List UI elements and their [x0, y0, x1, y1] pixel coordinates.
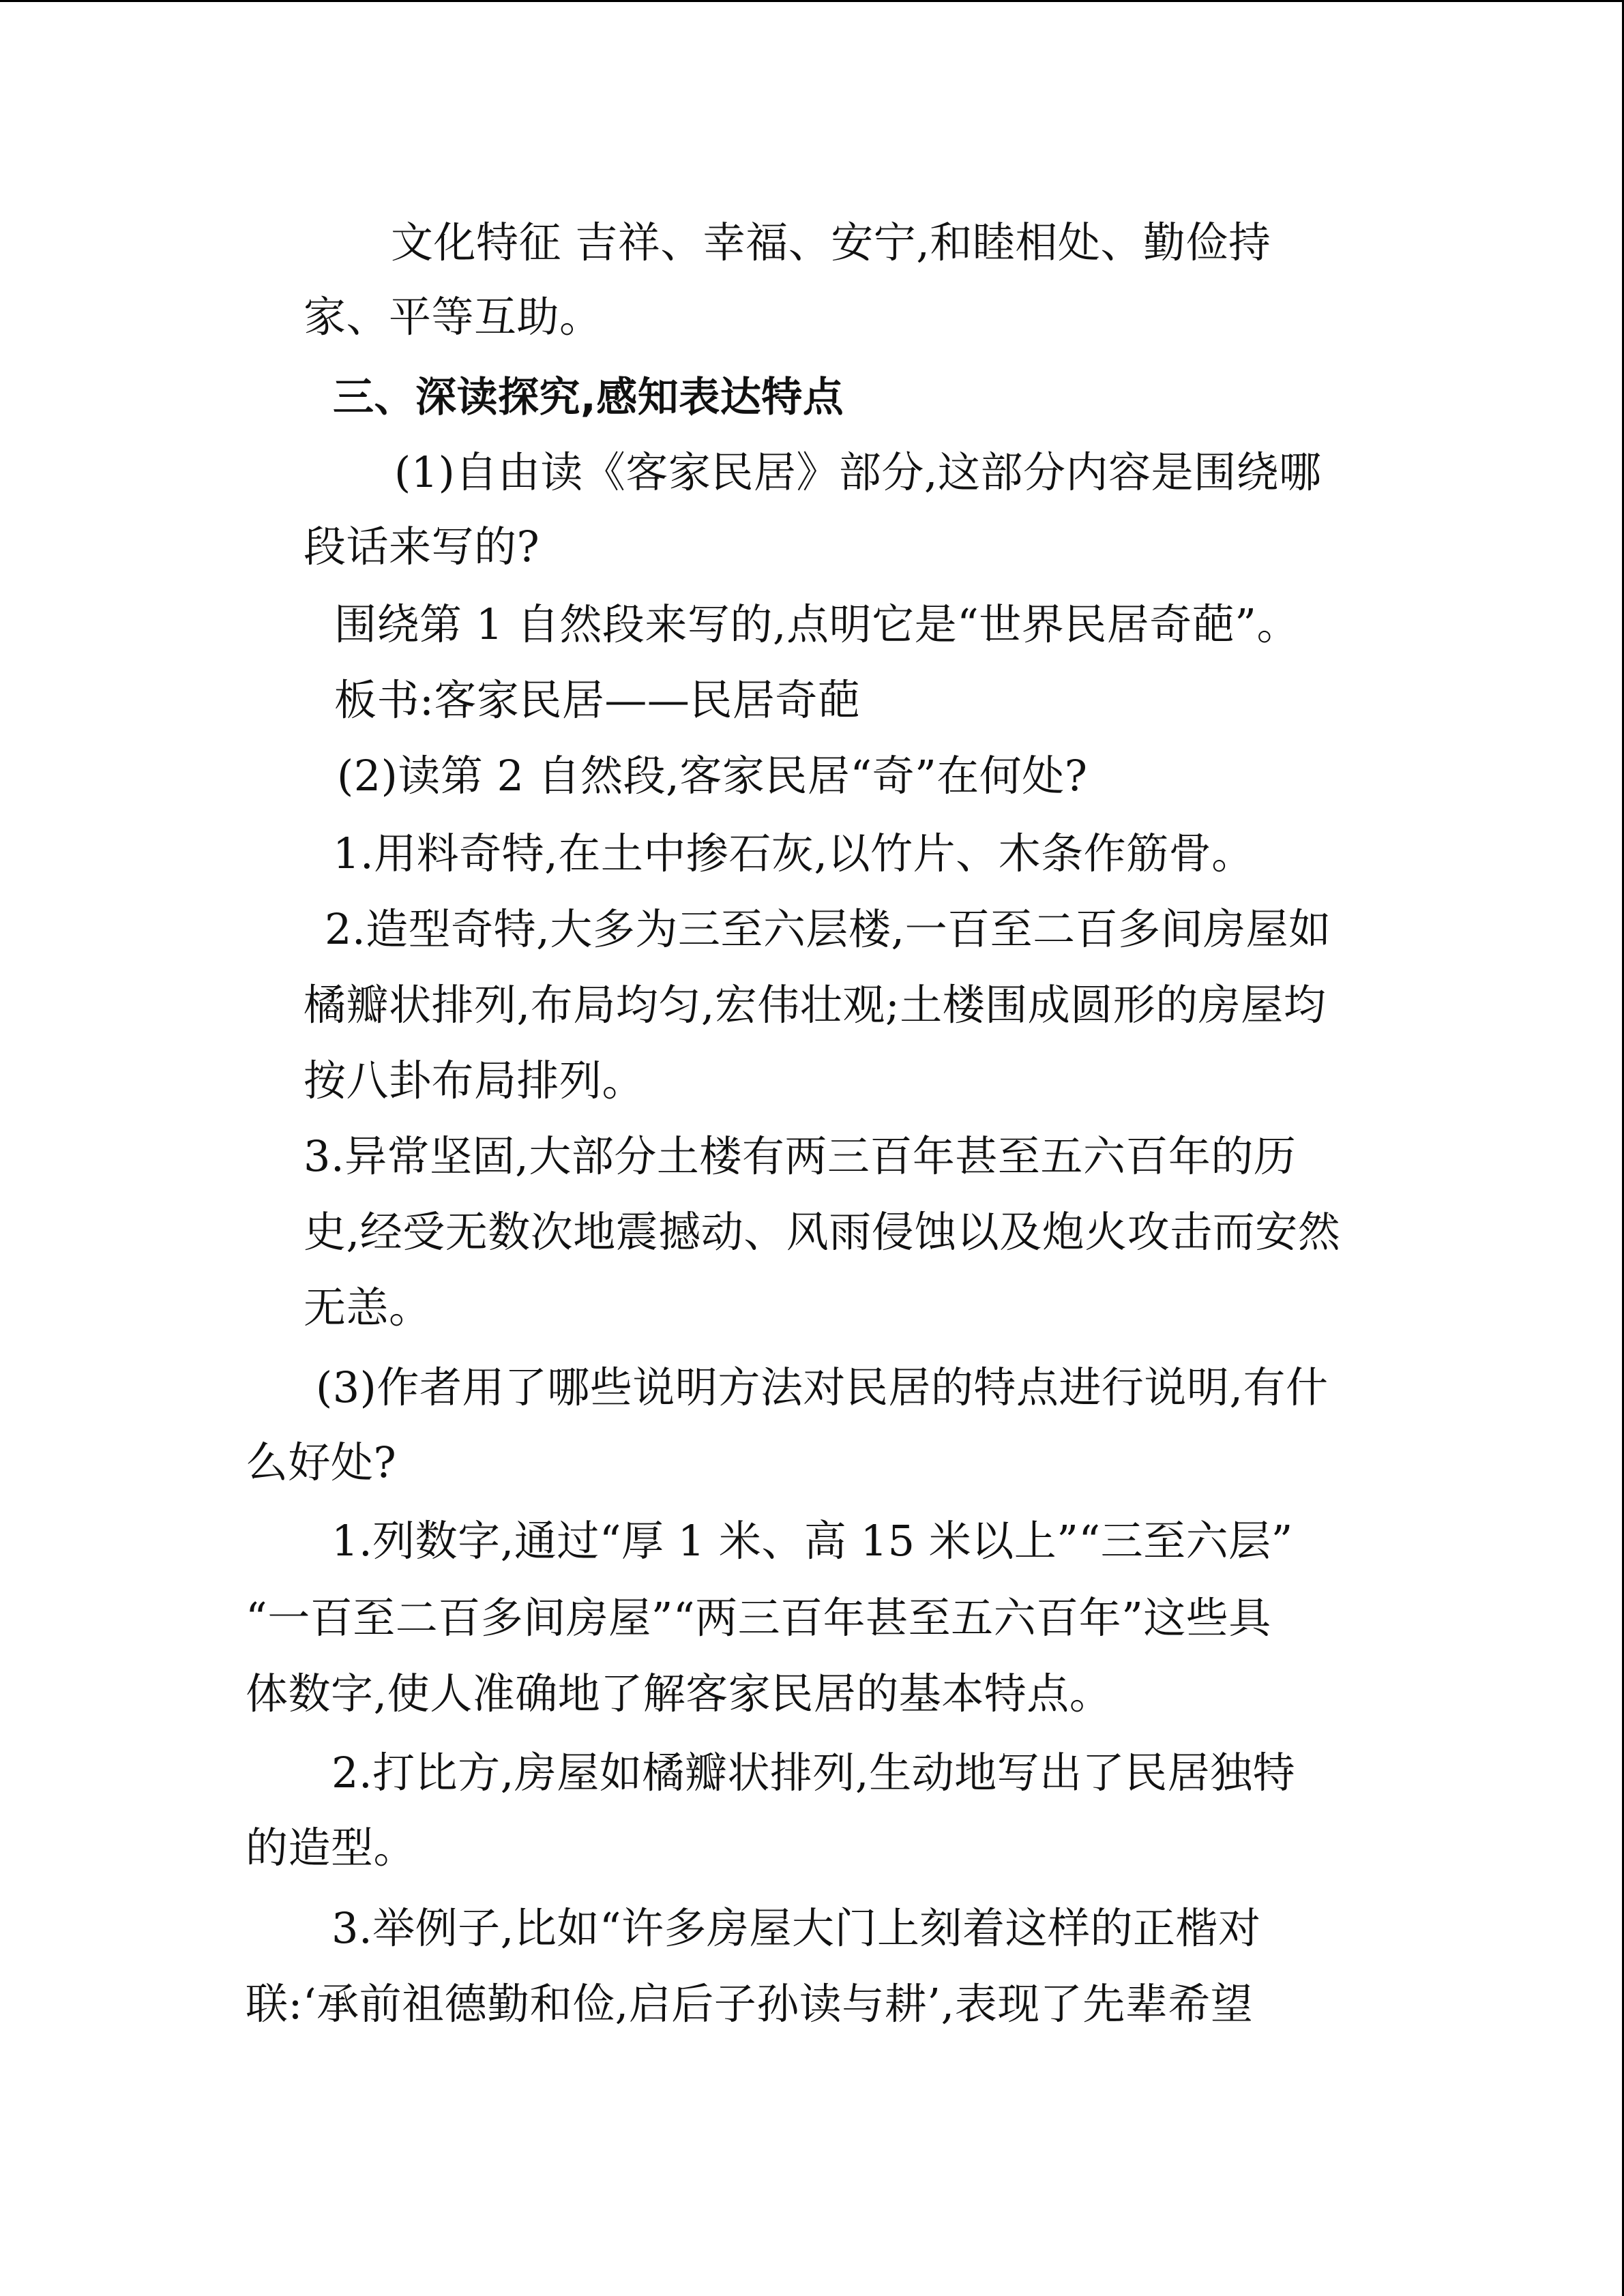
- text-line: 的造型。: [246, 1823, 417, 1873]
- text-line: 围绕第 1 自然段来写的,点明它是“世界民居奇葩”。: [334, 599, 1299, 649]
- text-line: (2)读第 2 自然段,客家民居“奇”在何处?: [337, 751, 1088, 801]
- text-line: 联:‘承前祖德勤和俭,启后子孙读与耕’,表现了先辈希望: [246, 1979, 1254, 2029]
- text-line: 1.用料奇特,在土中掺石灰,以竹片、木条作筋骨。: [333, 829, 1254, 878]
- text-line: (1)自由读《客家民居》部分,这部分内容是围绕哪: [394, 447, 1322, 497]
- text-line: “一百至二百多间房屋”“两三百年甚至五六百年”这些具: [246, 1593, 1271, 1643]
- text-line: 段话来写的?: [304, 522, 540, 571]
- text-line: 2.造型奇特,大多为三至六层楼,一百至二百多间房屋如: [325, 904, 1331, 954]
- text-line: 3.异常坚固,大部分土楼有两三百年甚至五六百年的历: [304, 1131, 1297, 1181]
- section-heading: 三、深读探究,感知表达特点: [333, 374, 844, 421]
- text-line: 2.打比方,房屋如橘瓣状排列,生动地写出了民居独特: [331, 1748, 1296, 1798]
- text-line: 板书:客家民居——民居奇葩: [334, 675, 861, 725]
- text-line: 1.列数字,通过“厚 1 米、高 15 米以上”“三至六层”: [331, 1516, 1293, 1566]
- text-line: 么好处?: [246, 1437, 397, 1487]
- text-line: 无恙。: [304, 1283, 432, 1332]
- text-line: 家、平等互助。: [304, 292, 602, 342]
- text-line: 体数字,使人准确地了解客家民居的基本特点。: [246, 1669, 1112, 1718]
- text-line: (3)作者用了哪些说明方法对民居的特点进行说明,有什: [316, 1362, 1329, 1412]
- text-line: 橘瓣状排列,布局均匀,宏伟壮观;土楼围成圆形的房屋均: [304, 980, 1327, 1030]
- text-line: 按八卦布局排列。: [304, 1056, 645, 1105]
- text-line: 文化特征 吉祥、幸福、安宁,和睦相处、勤俭持: [391, 218, 1271, 267]
- text-line: 3.举例子,比如“许多房屋大门上刻着这样的正楷对: [331, 1903, 1261, 1953]
- text-line: 史,经受无数次地震撼动、风雨侵蚀以及炮火攻击而安然: [304, 1207, 1341, 1257]
